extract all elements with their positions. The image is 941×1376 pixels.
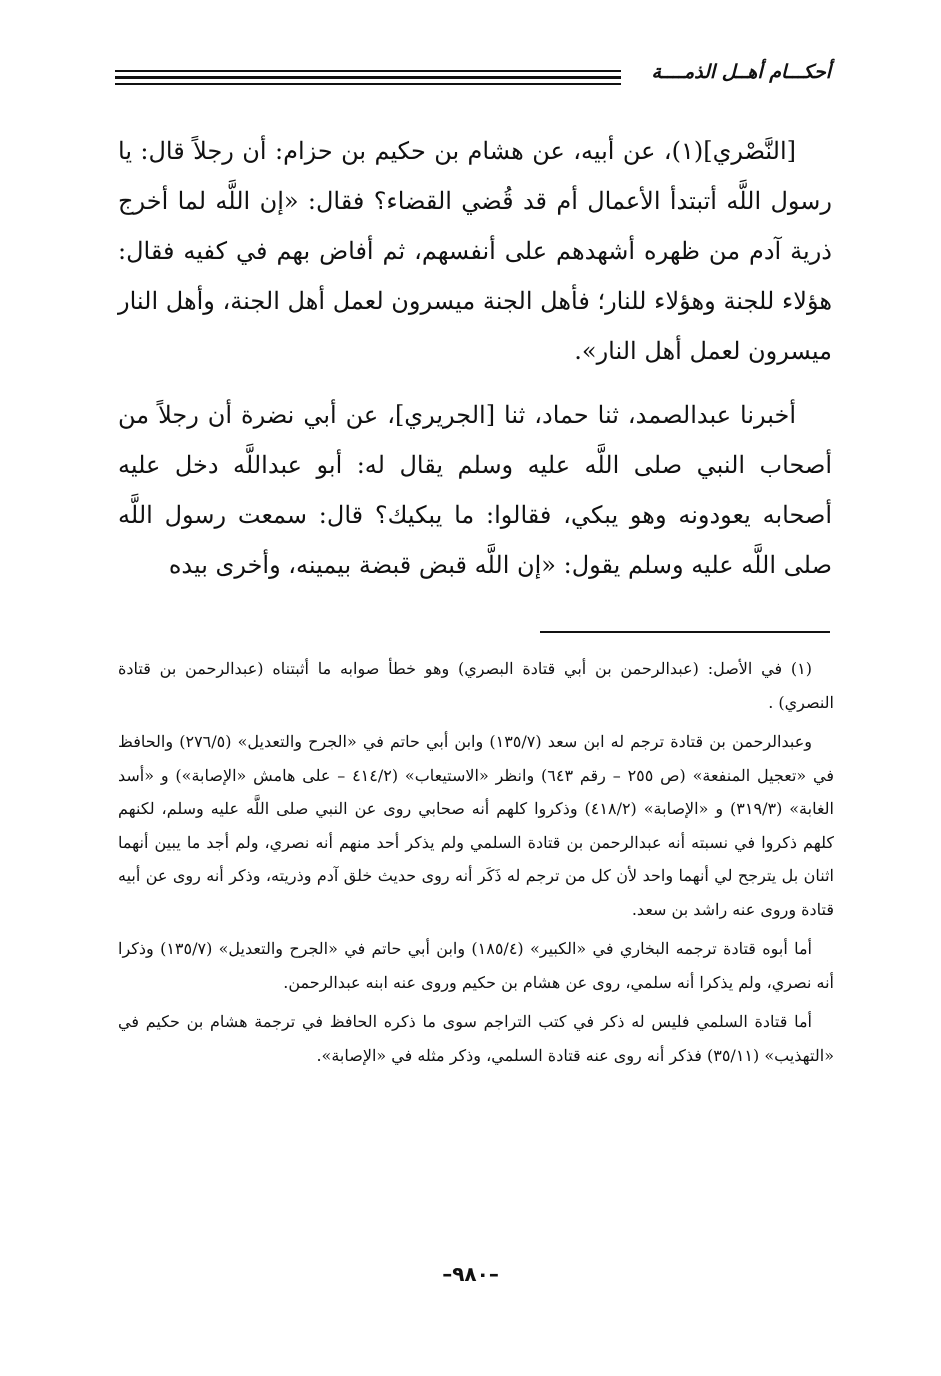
footnote-paragraph: أما أبوه قتادة ترجمه البخاري في «الكبير» (١٨٥/٤) وابن أبي حاتم في «الجرح والتعديل» (١٣٥/٧) وذكرا أنه نصري، ولم يذكرا أنه سلمي، روى عن هشام بن حكيم وروى عنه ابنه عبدالرحمن. bbox=[118, 939, 834, 992]
body-paragraph: أخبرنا عبدالصمد، ثنا حماد، ثنا [الجريري]، عن أبي نضرة أن رجلاً من أصحاب النبي صلى اللَّه عليه وسلم يقال له: أبو عبداللَّه دخل عليه أصحابه يعودونه وهو يبكي، فقالوا: ما يبكيك؟ قال: سمعت رسول اللَّه صلى اللَّه عليه وسلم يقول: «إن اللَّه قبض قبضة بيمينه، وأخرى بيده bbox=[118, 401, 832, 579]
running-header bbox=[115, 58, 831, 98]
book-title: أحكـــام أهــل الذمــــة bbox=[651, 61, 831, 83]
body-paragraph: [النَّصْري](١)، عن أبيه، عن هشام بن حكيم بن حزام: أن رجلاً قال: يا رسول اللَّه أتبتدأ الأعمال أم قد قُضي القضاء؟ فقال: «إن اللَّه لما أخرج ذرية آدم من ظهره أشهدهم على أنفسهم، ثم أفاض بهم في كفيه فقال: هؤلاء للجنة وهؤلاء للنار؛ فأهل الجنة ميسرون لعمل أهل الجنة، وأهل النار ميسرون لعمل أهل النار». bbox=[118, 137, 832, 365]
footnotes bbox=[118, 652, 834, 1072]
header-rule-line bbox=[115, 76, 621, 79]
page-number: –٩٨٠– bbox=[442, 1262, 499, 1286]
footnote-paragraph: وعبدالرحمن بن قتادة ترجم له ابن سعد (١٣٥/٧) وابن أبي حاتم في «الجرح والتعديل» (٢٧٦/٥) والحافظ في «تعجيل المنفعة» (ص ٢٥٥ – رقم ٦٤٣) وانظر «الاستيعاب» (٤١٤/٢ – على هامش «الإصابة») و «أسد الغابة» (٣١٩/٣) و «الإصابة» (٤١٨/٢) وذكروا كلهم أنه صحابي روى عن النبي صلى اللَّه عليه وسلم، لكنهم كلهم ذكروا في نسبته أنه عبدالرحمن بن قتادة السلمي ولم يذكر أحد منهم أنه نصري، ولم أجد ما يبين أنهما اثنان بل يترجح لي أنهما واحد لأن كل من ترجم له ذَكَر أنه روى حديث خلق آدم وذريته، وذكر أنه روى عن أبيه قتادة وروى عنه راشد بن سعد. bbox=[118, 732, 835, 919]
header-rule-line bbox=[115, 70, 621, 72]
footnote-paragraph: (١) في الأصل: (عبدالرحمن بن أبي قتادة البصري) وهو خطأ صوابه ما أثبتناه (عبدالرحمن بن قتادة النصري) . bbox=[118, 659, 834, 712]
header-rule-line bbox=[115, 83, 621, 85]
footnote-paragraph: أما قتادة السلمي فليس له ذكر في كتب التراجم سوى ما ذكره الحافظ في ترجمة هشام بن حكيم في «التهذيب» (٣٥/١١) فذكر أنه روى عنه قتادة السلمي، وذكر مثله في «الإصابة». bbox=[118, 1012, 834, 1065]
footnote-separator bbox=[540, 631, 830, 633]
main-text bbox=[118, 126, 832, 590]
